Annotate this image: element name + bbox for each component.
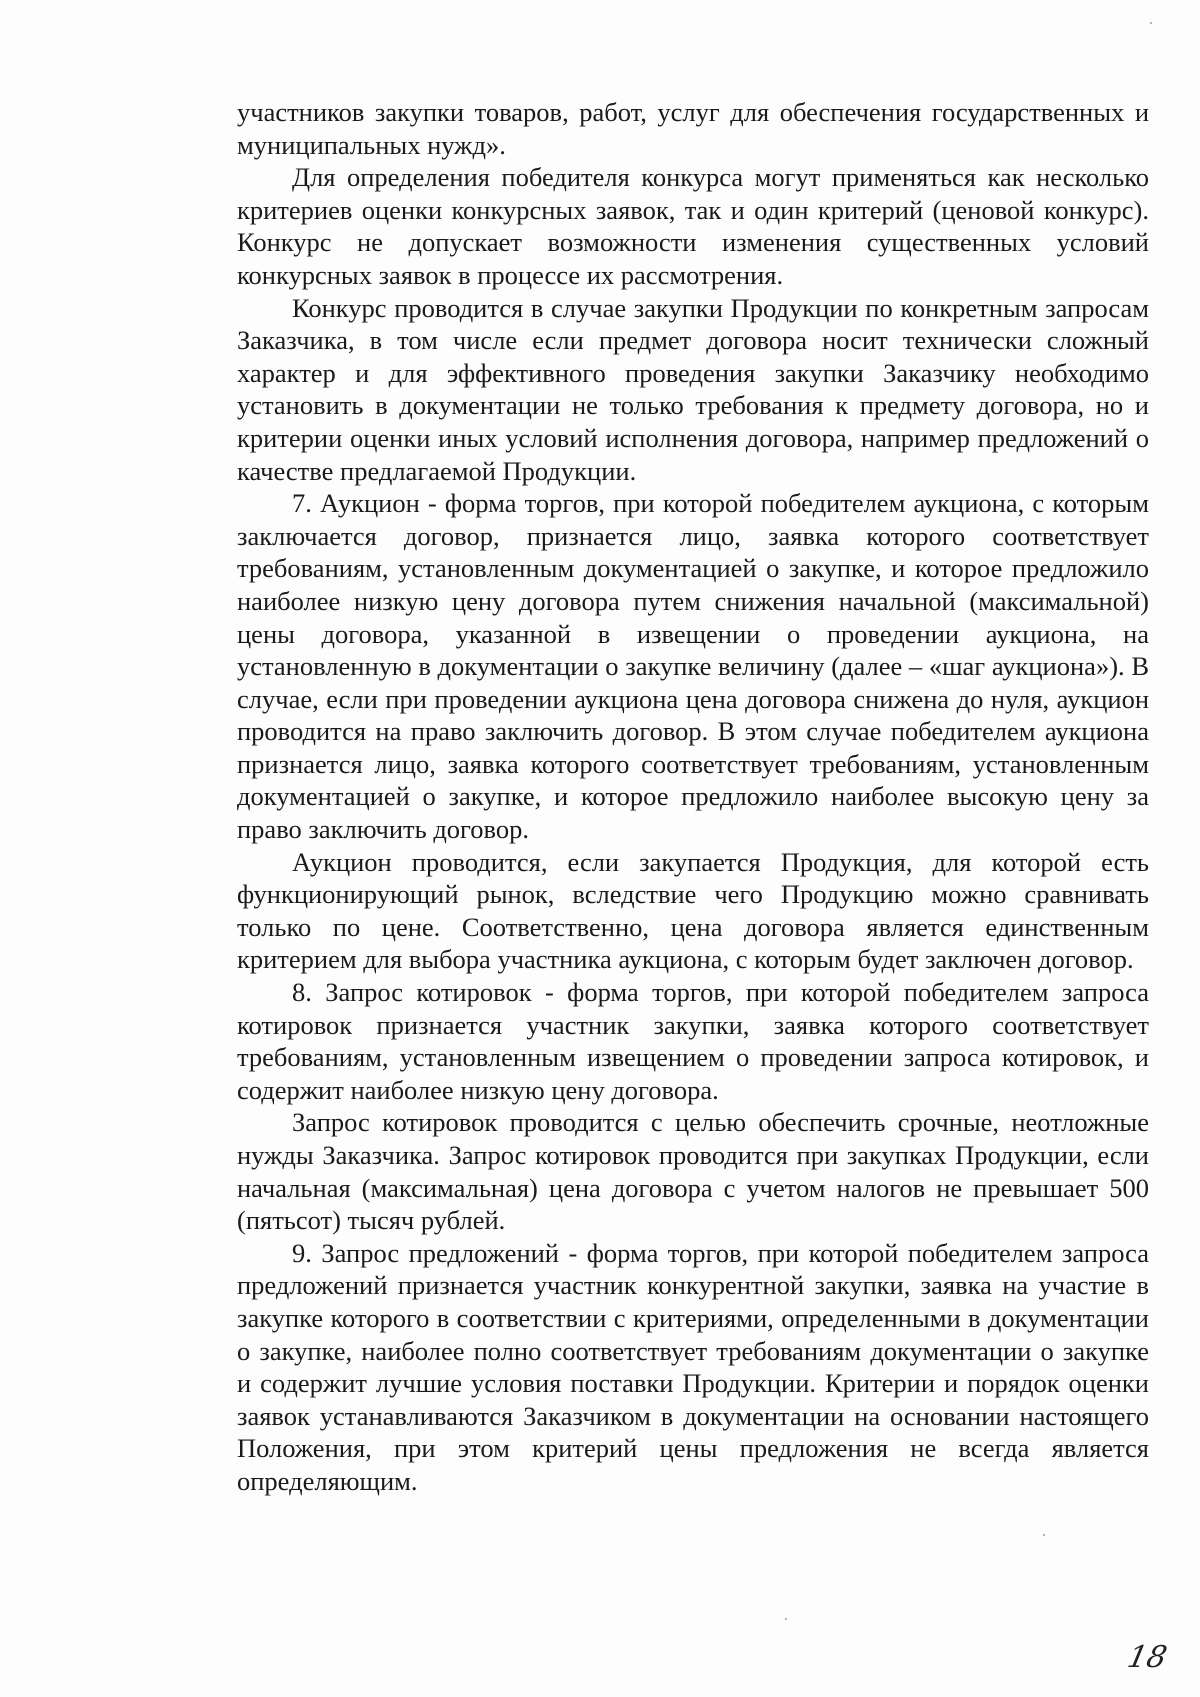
paragraph-quotation-definition: 8. Запрос котировок - форма торгов, при которой победителем запроса котировок признается участник закупки, заявка которого соответствует требованиям, установленным извещением о проведении запроса котировок, и содержит наиболее низкую цену договора. <box>237 977 1149 1105</box>
document-body <box>237 96 1149 1498</box>
scan-speck <box>1043 1534 1045 1536</box>
paragraph-continuation: участников закупки товаров, работ, услуг для обеспечения государственных и муниципальных нужд». <box>237 97 1149 160</box>
page-number: 18 <box>1124 1640 1170 1675</box>
paragraph-auction-definition: 7. Аукцион - форма торгов, при которой победителем аукциона, с которым заключается договор, признается лицо, заявка которого соответствует требованиям, установленным документацией о закупке, и которое предложило наиболее низкую цену договора путем снижения начальной (максимальной) цены договора, указанной в извещении о проведении аукциона, на установленную в документации о закупке величину (далее – «шаг аукциона»). В случае, если при проведении аукциона цена договора снижена до нуля, аукцион проводится на право заключить договор. В этом случае победителем аукциона признается лицо, заявка которого соответствует требованиям, установленным документацией о закупке, и которое предложило наиболее высокую цену за право заключить договор. <box>237 488 1149 845</box>
paragraph-tender-criteria: Для определения победителя конкурса могут применяться как несколько критериев оценки конкурсных заявок, так и один критерий (ценовой конкурс). Конкурс не допускает возможности изменения существенных условий конкурсных заявок в процессе их рассмотрения. <box>237 162 1149 290</box>
scan-speck <box>1150 22 1152 24</box>
paragraph-quotation-conditions: Запрос котировок проводится с целью обеспечить срочные, неотложные нужды Заказчика. Запрос котировок проводится при закупках Продукции, если начальная (максимальная) цена договора с учетом налогов не превышает 500 (пятьсот) тысяч рублей. <box>237 1107 1149 1236</box>
paragraph-tender-conditions: Конкурс проводится в случае закупки Продукции по конкретным запросам Заказчика, в том числе если предмет договора носит технически сложный характер и для эффективного проведения закупки Заказчику необходимо установить в документации не только требования к предмету договора, но и критерии оценки иных условий исполнения договора, например предложений о качестве предлагаемой Продукции. <box>237 292 1149 486</box>
paragraph-proposal-request: 9. Запрос предложений - форма торгов, при которой победителем запроса предложений признается участник конкурентной закупки, заявка на участие в закупке которого в соответствии с критериями, определенными в документации о закупке, наиболее полно соответствует требованиям документации о закупке и содержит лучшие условия поставки Продукции. Критерии и порядок оценки заявок устанавливаются Заказчиком в документации на основании настоящего Положения, при этом критерий цены предложения не всегда является определяющим. <box>237 1237 1149 1496</box>
paragraph-auction-conditions: Аукцион проводится, если закупается Продукция, для которой есть функционирующий рынок, вследствие чего Продукцию можно сравнивать только по цене. Соответственно, цена договора является единственным критерием для выбора участника аукциона, с которым будет заключен договор. <box>237 846 1149 975</box>
scan-speck <box>785 1618 787 1620</box>
